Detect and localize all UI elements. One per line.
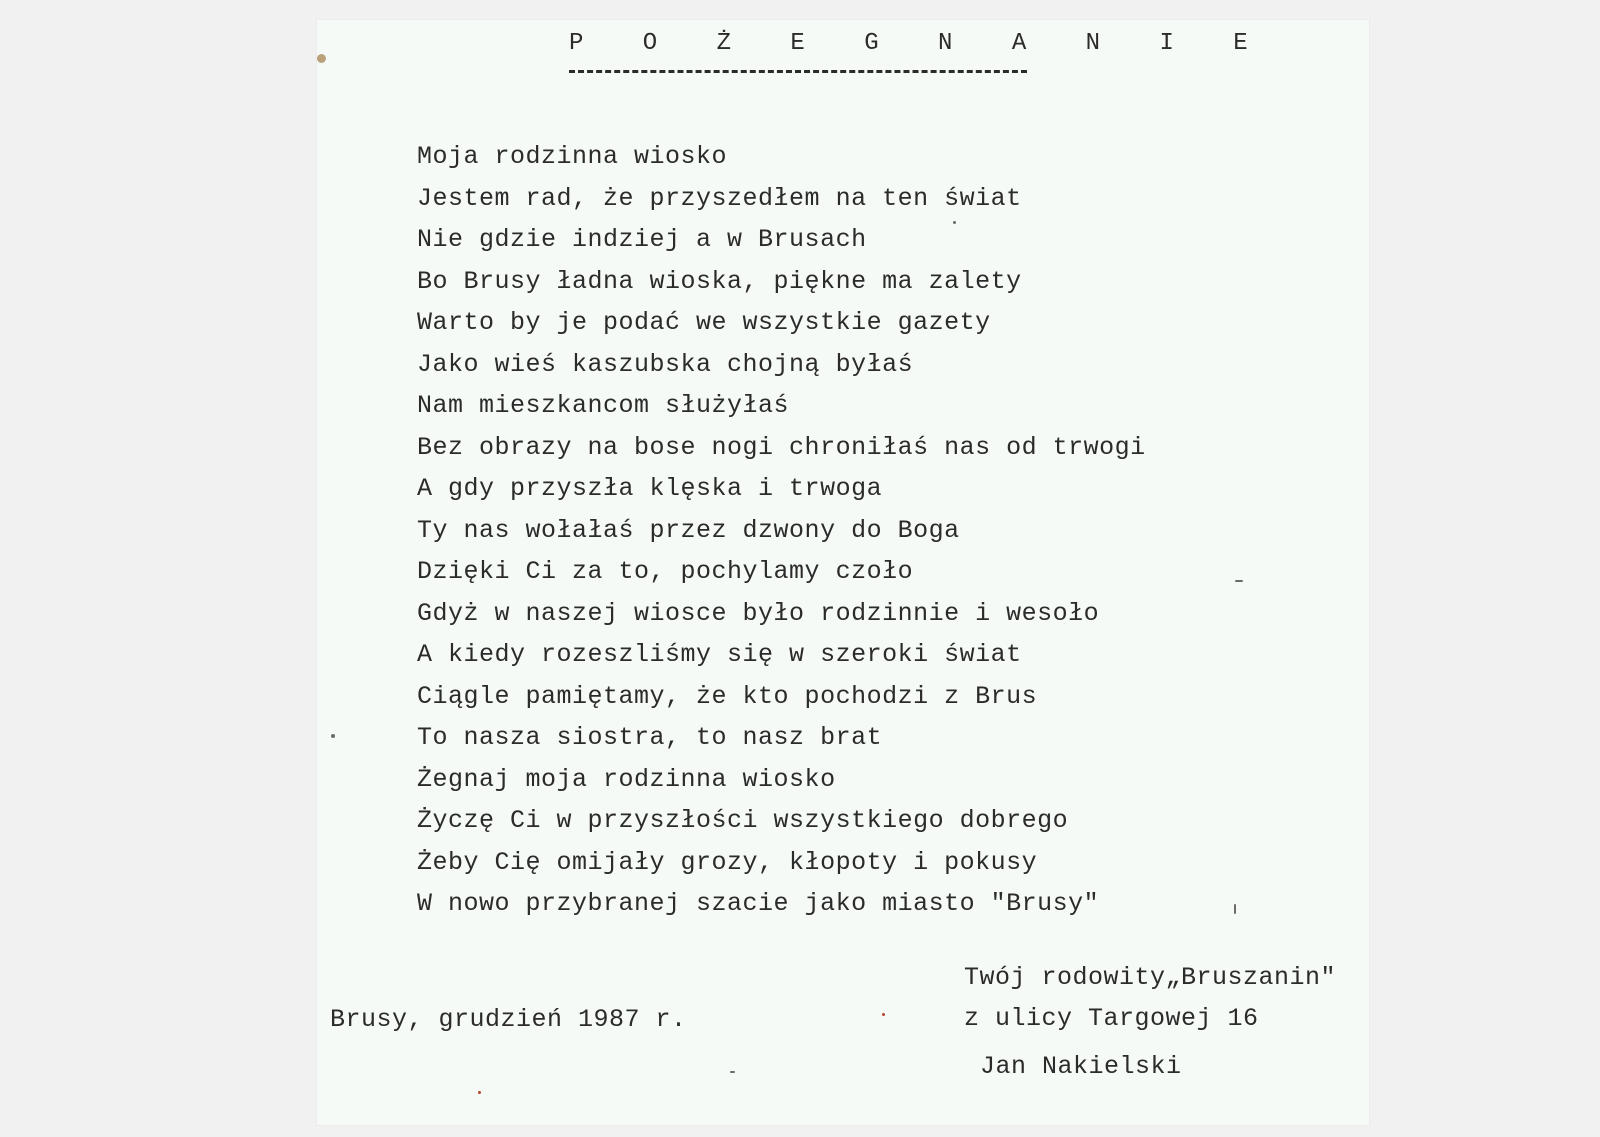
signature-line-1: Twój rodowity„Bruszanin": [964, 963, 1337, 992]
poem-line: To nasza siostra, to nasz brat: [417, 723, 883, 752]
paper-speck: [478, 1091, 481, 1094]
signature-name: Jan Nakielski: [980, 1052, 1182, 1081]
place-date: Brusy, grudzień 1987 r.: [330, 1005, 687, 1034]
paper-speck: [1234, 904, 1236, 914]
poem-title: P O Ż E G N A N I E: [569, 30, 1271, 57]
poem-line: Bo Brusy ładna wioska, piękne ma zalety: [417, 266, 1022, 296]
poem-line: Gdyż w naszej wiosce było rodzinnie i wesoło: [417, 598, 1100, 628]
poem-line: Moja rodzinna wiosko: [417, 142, 728, 171]
poem-body: [417, 136, 1146, 925]
poem-line: Jako wieś kaszubska chojną byłaś: [417, 349, 914, 379]
poem-line: Warto by je podać we wszystkie gazety: [417, 308, 991, 337]
poem-line: Życzę Ci w przyszłości wszystkiego dobrego: [417, 806, 1069, 835]
poem-line: Nam mieszkancom służyłaś: [417, 391, 790, 420]
signature-line-2: z ulicy Targowej 16: [964, 1004, 1259, 1033]
document-page: [317, 20, 1369, 1125]
poem-line: Żeby Cię omijały grozy, kłopoty i pokusy: [417, 847, 1038, 877]
poem-line: A gdy przyszła klęska i trwoga: [417, 474, 883, 503]
paper-speck: [317, 54, 326, 63]
paper-speck: [331, 734, 335, 738]
poem-line: A kiedy rozeszliśmy się w szeroki świat: [417, 640, 1022, 669]
paper-speck: [1235, 580, 1243, 582]
paper-speck: [953, 221, 956, 224]
paper-speck: [882, 1013, 885, 1016]
poem-line: Nie gdzie indziej a w Brusach: [417, 225, 867, 254]
poem-line: Jestem rad, że przyszedłem na ten świat: [417, 183, 1022, 213]
poem-line: Dzięki Ci za to, pochylamy czoło: [417, 557, 914, 586]
poem-line: Ciągle pamiętamy, że kto pochodzi z Brus: [417, 681, 1038, 711]
poem-line: Żegnaj moja rodzinna wiosko: [417, 764, 836, 794]
title-underline: [569, 70, 1027, 73]
poem-line: Ty nas wołałaś przez dzwony do Boga: [417, 515, 960, 545]
poem-line: W nowo przybranej szacie jako miasto "Brusy": [417, 889, 1100, 918]
poem-line: Bez obrazy na bose nogi chroniłaś nas od trwogi: [417, 432, 1146, 462]
paper-speck: [730, 1071, 735, 1073]
